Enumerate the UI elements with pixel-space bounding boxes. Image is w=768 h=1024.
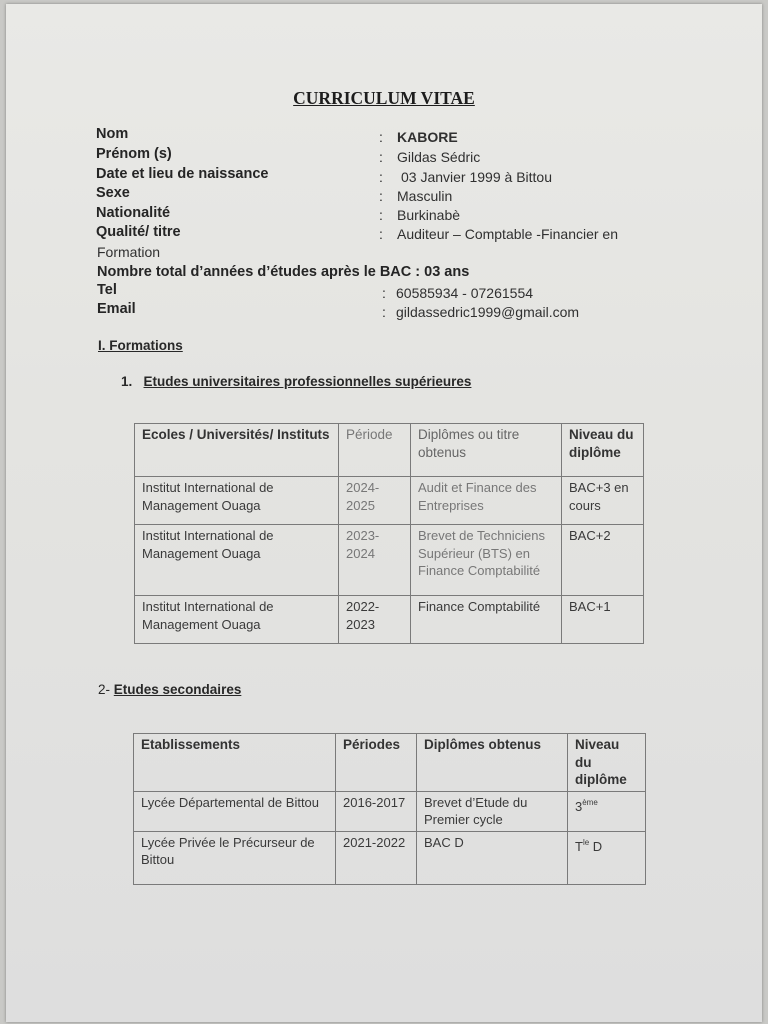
cell-periode: 2022-2023: [339, 596, 411, 644]
colon: :: [382, 285, 386, 301]
cell-periode: 2023-2024: [339, 525, 411, 596]
colon: :: [379, 169, 383, 185]
niveau-superscript: ème: [582, 797, 598, 807]
header-periodes: Périodes: [336, 734, 417, 792]
cell-periode: 2016-2017: [336, 791, 417, 831]
section-formations-title: I. Formations: [98, 338, 183, 353]
value-sexe: Masculin: [397, 188, 453, 204]
colon: :: [379, 129, 383, 145]
value-naissance: 03 Janvier 1999 à Bittou: [401, 169, 552, 185]
cell-niveau: [568, 791, 646, 831]
colon: :: [379, 149, 383, 165]
total-etudes: Nombre total d’années d’études après le BAC : 03 ans: [97, 264, 470, 280]
cell-diplome: Brevet d’Etude du Premier cycle: [417, 791, 568, 831]
colon: :: [379, 207, 383, 223]
cell-etablissement: Lycée Départemental de Bittou: [134, 791, 336, 831]
header-niveau: Niveau du diplôme: [562, 424, 644, 477]
cell-periode: 2021-2022: [336, 831, 417, 884]
table-row: [134, 791, 646, 831]
label-qualite: Qualité/ titre: [96, 224, 181, 240]
header-ecoles: Ecoles / Universités/ Instituts: [135, 424, 339, 477]
table-row: [135, 477, 644, 525]
value-qualite-continuation: Formation: [97, 244, 161, 260]
value-email: gildassedric1999@gmail.com: [396, 304, 580, 320]
cell-ecole: Institut International de Management Ouaga: [135, 525, 339, 596]
cell-ecole: Institut International de Management Ouaga: [135, 477, 339, 525]
value-nationalite: Burkinabè: [397, 207, 461, 223]
label-naissance: Date et lieu de naissance: [96, 166, 269, 182]
label-nationalite: Nationalité: [96, 205, 171, 221]
label-nom: Nom: [96, 126, 129, 142]
sec-heading: [98, 682, 241, 697]
cell-diplome: Finance Comptabilité: [411, 596, 562, 644]
cell-diplome: Brevet de Techniciens Supérieur (BTS) en Finance Comptabilité: [411, 525, 562, 596]
label-email: Email: [97, 301, 136, 317]
cell-diplome: Audit et Finance des Entreprises: [411, 477, 562, 525]
colon: :: [379, 226, 383, 242]
value-tel: 60585934 - 07261554: [396, 285, 534, 301]
sec-heading-number: 2-: [98, 682, 111, 697]
cell-niveau: BAC+2: [562, 525, 644, 596]
header-periode: Période: [339, 424, 411, 477]
value-nom: KABORE: [397, 129, 458, 145]
univ-heading-number: 1.: [121, 374, 133, 389]
cell-niveau: BAC+1: [562, 596, 644, 644]
colon: :: [379, 188, 383, 204]
univ-table: [134, 423, 644, 644]
table-header-row: [135, 424, 644, 477]
niveau-suffix: D: [589, 838, 603, 854]
header-etablissements: Etablissements: [134, 734, 336, 792]
value-prenom: Gildas Sédric: [397, 149, 481, 165]
cell-periode: 2024-2025: [339, 477, 411, 525]
cv-page: [6, 4, 762, 1022]
value-qualite: Auditeur – Comptable -Financier en: [397, 226, 619, 242]
label-prenom: Prénom (s): [96, 146, 172, 162]
label-tel: Tel: [97, 282, 117, 298]
colon: :: [382, 304, 386, 320]
cell-diplome: BAC D: [417, 831, 568, 884]
header-niveau: Niveau du diplôme: [568, 734, 646, 792]
sec-heading-title: Etudes secondaires: [113, 682, 242, 697]
page-title: CURRICULUM VITAE: [293, 88, 475, 108]
label-sexe: Sexe: [96, 185, 130, 201]
niveau-superscript: le: [582, 837, 590, 847]
table-row: [135, 525, 644, 596]
table-row: [134, 831, 646, 884]
cell-ecole: Institut International de Management Ouaga: [135, 596, 339, 644]
sec-table: [133, 733, 646, 885]
cell-etablissement: Lycée Privée le Précurseur de Bittou: [134, 831, 336, 884]
niveau-value: T: [575, 838, 583, 854]
table-row: [135, 596, 644, 644]
univ-heading: [121, 374, 471, 389]
niveau-value: 3: [575, 798, 583, 814]
univ-heading-title: Etudes universitaires professionnelles supérieures: [143, 374, 472, 389]
header-diplomes: Diplômes obtenus: [417, 734, 568, 792]
section-formations-heading: [98, 338, 183, 353]
cell-niveau: BAC+3 en cours: [562, 477, 644, 525]
header-diplomes: Diplômes ou titre obtenus: [411, 424, 562, 477]
table-header-row: [134, 734, 646, 792]
cell-niveau: [568, 831, 646, 884]
